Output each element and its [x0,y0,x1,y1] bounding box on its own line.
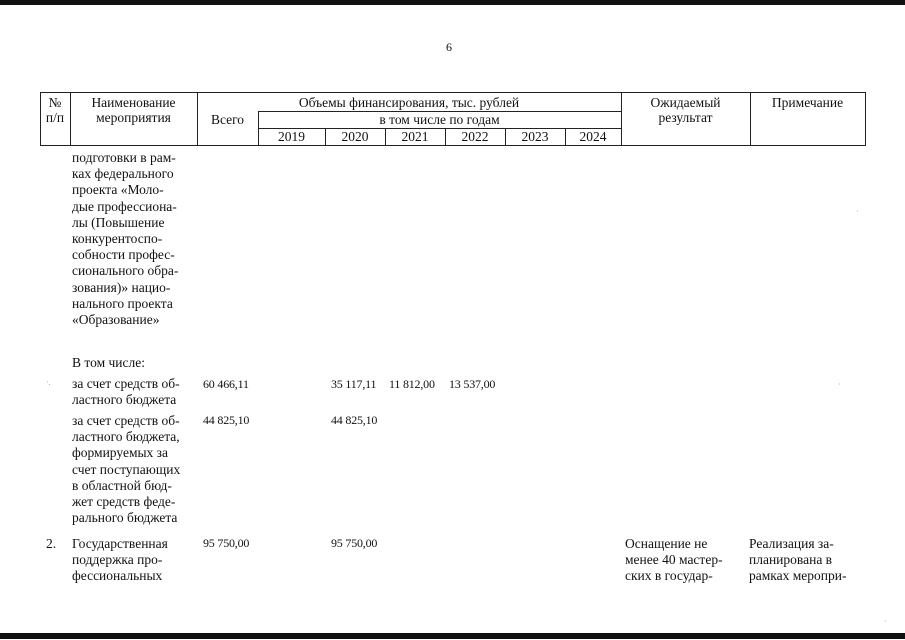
header-note: Примечание [771,95,844,110]
header-year-2019: 2019 [278,129,305,144]
row-regional-2020: 35 117,11 [331,377,377,391]
row-regional-2021: 11 812,00 [389,377,435,391]
scan-speck: · [884,617,887,626]
row-2-total: 95 750,00 [203,536,250,550]
scan-speck: · [856,207,859,216]
row-2-2020: 95 750,00 [331,536,378,550]
header-year-2020: 2020 [341,129,369,144]
row-2-result: Оснащение не менее 40 мастер- ских в государ- [625,536,723,584]
row-2-num: 2. [46,536,57,551]
header-result [621,95,750,125]
header-result-line2: результат [658,110,713,125]
header-result-line1: Ожидаемый [650,95,721,110]
header-num-line2: п/п [45,110,65,125]
scan-speck: · [838,380,841,389]
including-label: В том числе: [72,355,145,370]
header-by-years: в том числе по годам [379,112,500,127]
row-2-note: Реализация за- планирована в рамках меропри- [749,536,847,584]
header-funding-title: Объемы финансирования, тыс. рублей [298,95,520,110]
bottom-border [0,633,905,639]
top-border [0,0,905,5]
page-number: 6 [446,40,452,54]
header-name [70,95,197,125]
header-total: Всего [210,112,245,127]
header-num [40,95,70,125]
row-federal-name: за счет средств об- ластного бюджета, формируемых за счет поступающих в областной бюд- жет средств феде- рального бюджета [72,413,181,526]
row-2-name: Государственная поддержка про- фессиональных [72,536,168,584]
header-name-line2: мероприятия [96,110,171,125]
row-regional-total: 60 466,11 [203,377,249,391]
header-year-2023: 2023 [521,129,549,144]
scan-speck: ·. [46,378,51,387]
header-num-line1: № [48,95,62,110]
row-regional-name: за счет средств об- ластного бюджета [72,376,180,408]
header-year-2022: 2022 [461,129,489,144]
row-regional-2022: 13 537,00 [449,377,496,391]
header-name-line1: Наименование [91,95,176,110]
header-year-2024: 2024 [579,129,607,144]
header-year-2021: 2021 [401,129,429,144]
continuation-text: подготовки в рам- ках федерального проекта «Моло- дые профессиона- лы (Повышение конкурентоспо- собности профес- сионального обра- зования)» нацио- нального проекта «Образование» [72,150,179,328]
row-federal-total: 44 825,10 [203,413,250,427]
row-federal-2020: 44 825,10 [331,413,378,427]
